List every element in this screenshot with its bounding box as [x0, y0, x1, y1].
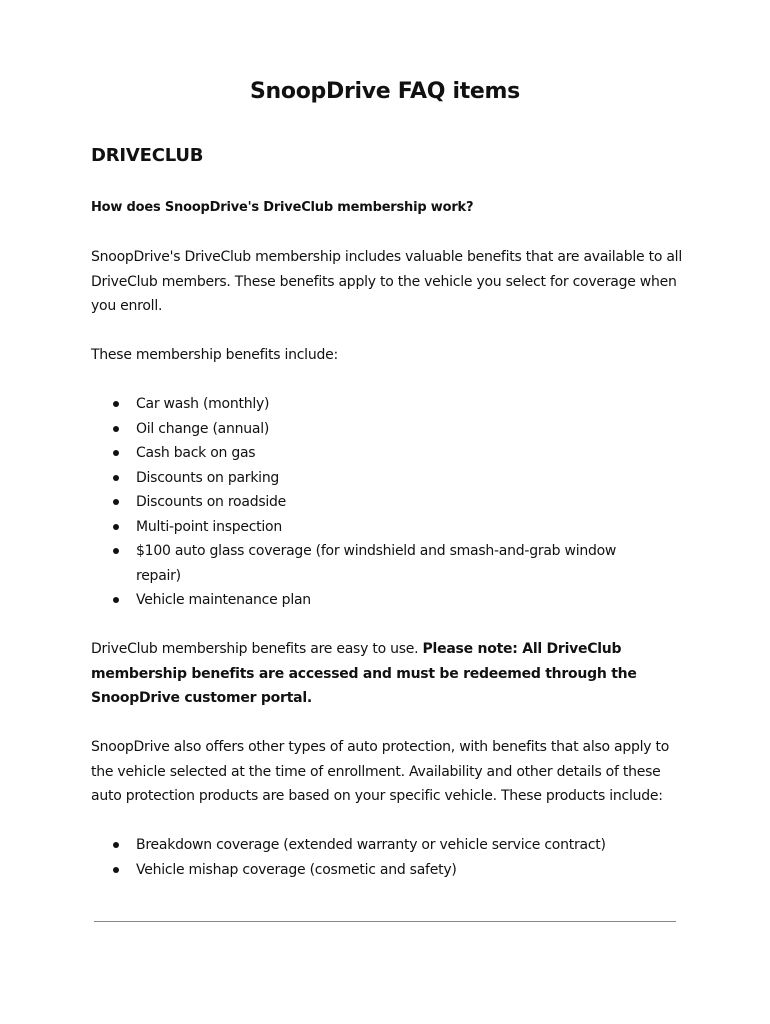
faq-question: How does SnoopDrive's DriveClub membership work? — [91, 200, 474, 215]
usage-text: DriveClub membership benefits are easy to use. — [91, 641, 423, 657]
benefit-text: Cash back on gas — [136, 445, 256, 461]
list-item — [91, 490, 646, 515]
list-item — [91, 833, 646, 858]
list-item — [91, 392, 646, 417]
benefit-text: Car wash (monthly) — [136, 396, 270, 412]
usage-paragraph — [91, 637, 691, 711]
spacer — [91, 368, 691, 393]
spacer — [91, 221, 691, 246]
list-item — [91, 417, 646, 442]
list-item — [91, 466, 646, 491]
usage-note: Please note: All DriveClub membership benefits are accessed and must be redeemed through the SnoopDrive customer portal. — [91, 641, 637, 706]
bullet-icon — [113, 401, 119, 407]
benefit-text: Oil change (annual) — [136, 420, 270, 437]
bullet-icon — [113, 867, 119, 873]
product-text: Breakdown coverage (extended warranty or vehicle service contract) — [136, 837, 606, 853]
benefits-list — [91, 392, 691, 613]
spacer — [91, 809, 691, 834]
footer-divider — [94, 921, 676, 922]
list-item — [91, 441, 646, 466]
products-list — [91, 833, 691, 882]
benefits-intro: These membership benefits include: — [91, 347, 338, 363]
spacer — [91, 711, 691, 736]
product-text: Vehicle mishap coverage (cosmetic and safety) — [136, 861, 457, 878]
spacer — [91, 319, 691, 344]
bullet-icon — [113, 842, 119, 848]
other-protection-paragraph: SnoopDrive also offers other types of auto protection, with benefits that also apply to the vehicle selected at the time of enrollment. Availability and other details of these auto protection products are based on your specific vehicle. These products include: — [91, 739, 670, 804]
list-item — [91, 515, 646, 540]
benefit-text: Multi-point inspection — [136, 518, 282, 535]
benefit-text: $100 auto glass coverage (for windshield and smash-and-grab window repair) — [136, 543, 617, 584]
bullet-icon — [113, 450, 119, 456]
list-item — [91, 858, 646, 883]
section-heading: DRIVECLUB — [91, 145, 204, 166]
benefit-text: Discounts on roadside — [136, 494, 287, 510]
bullet-icon — [113, 475, 119, 481]
bullet-icon — [113, 548, 119, 554]
bullet-icon — [113, 426, 119, 432]
list-item — [91, 539, 646, 588]
intro-paragraph: SnoopDrive's DriveClub membership includes valuable benefits that are available to all DriveClub members. These benefits apply to the vehicle you select for coverage when you enroll. — [91, 249, 682, 314]
benefit-text: Vehicle maintenance plan — [136, 592, 311, 608]
spacer — [91, 613, 691, 638]
bullet-icon — [113, 597, 119, 603]
bullet-icon — [113, 524, 119, 530]
page-title: SnoopDrive FAQ items — [250, 79, 520, 104]
bullet-icon — [113, 499, 119, 505]
list-item — [91, 588, 646, 613]
benefit-text: Discounts on parking — [136, 469, 280, 486]
faq-content — [91, 196, 691, 882]
